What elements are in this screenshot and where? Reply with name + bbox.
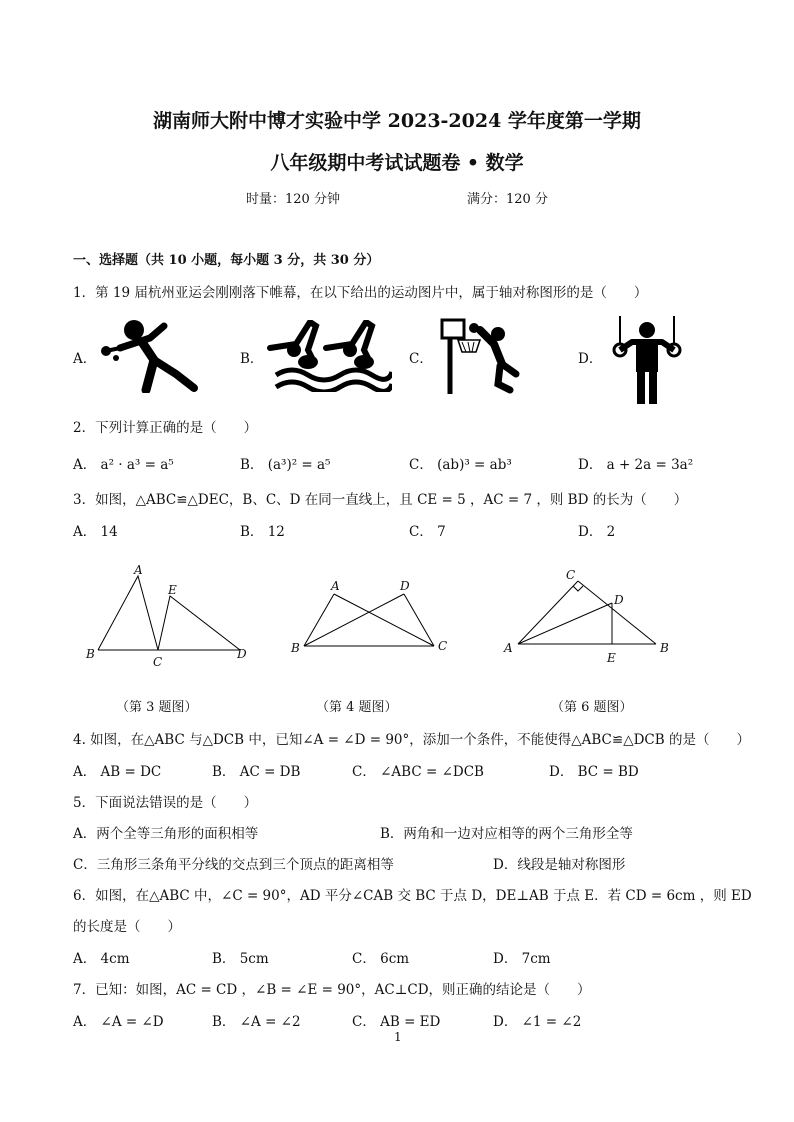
q5-option-d: D．线段是轴对称图形 <box>493 857 626 873</box>
fig3-point-d: D <box>237 647 247 661</box>
q1-option-c-label: C． <box>409 351 433 367</box>
figure-4-caption: （第 4 题图） <box>316 700 398 715</box>
q4-option-b: B． AC = DB <box>212 764 301 780</box>
fig6-point-b: B <box>660 641 669 655</box>
fig4-point-c: C <box>438 639 448 653</box>
fig6-point-a: A <box>504 641 513 655</box>
q3-option-a: A． 14 <box>73 524 118 540</box>
q5-option-b: B．两角和一边对应相等的两个三角形全等 <box>380 826 633 842</box>
q7-option-d: D． ∠1 = ∠2 <box>493 1014 582 1030</box>
q3-option-d: D． 2 <box>578 524 616 540</box>
question-6-stem-line1: 6．如图，在△ABC 中，∠C = 90°，AD 平分∠CAB 交 BC 于点 D，DE⊥AB 于点 E．若 CD = 6cm ，则 ED <box>73 888 752 904</box>
gymnast-rings-icon <box>610 314 685 406</box>
question-2-stem: 2．下列计算正确的是（ ） <box>73 420 258 436</box>
question-5-stem: 5．下面说法错误的是（ ） <box>73 795 258 811</box>
q1-option-a-label: A． <box>73 351 97 367</box>
q2-option-a: A． a² · a³ = a⁵ <box>73 457 174 473</box>
fig6-point-d: D <box>614 593 624 607</box>
synchronized-swimmers-icon <box>266 320 392 392</box>
figure-4-diagram <box>286 572 456 662</box>
q1-option-d-label: D． <box>578 351 603 367</box>
q4-option-d: D． BC = BD <box>549 764 639 780</box>
section-heading: 一、选择题（共 10 小题，每小题 3 分，共 30 分） <box>73 253 380 268</box>
figure-6-caption: （第 6 题图） <box>551 700 633 715</box>
q4-option-c: C． ∠ABC = ∠DCB <box>352 764 484 780</box>
exam-title-line2: 八年级期中考试试题卷 • 数学 <box>270 152 524 174</box>
q7-option-b: B． ∠A = ∠2 <box>212 1014 301 1030</box>
q5-option-a: A．两个全等三角形的面积相等 <box>73 826 259 842</box>
fig3-point-a: A <box>134 563 143 577</box>
question-1-stem: 1．第 19 届杭州亚运会刚刚落下帷幕，在以下给出的运动图片中，属于轴对称图形的是（ ） <box>73 285 648 301</box>
q2-option-b: B． (a³)² = a⁵ <box>240 457 331 473</box>
question-6-stem-line2: 的长度是（ ） <box>73 919 181 935</box>
figure-3-caption: （第 3 题图） <box>116 700 198 715</box>
figure-3-diagram <box>80 560 255 670</box>
fig4-point-d: D <box>400 579 410 593</box>
fig3-point-b: B <box>86 647 95 661</box>
q2-option-c: C． (ab)³ = ab³ <box>409 457 512 473</box>
q7-option-a: A． ∠A = ∠D <box>73 1014 164 1030</box>
exam-full-score: 满分：120 分 <box>467 192 548 207</box>
fig4-point-a: A <box>331 579 340 593</box>
basketball-player-icon <box>440 318 525 396</box>
table-tennis-player-icon <box>98 318 203 393</box>
q2-option-d: D． a + 2a = 3a² <box>578 457 694 473</box>
figure-6-diagram <box>500 564 680 670</box>
fig6-point-c: C <box>566 568 576 582</box>
fig6-point-e: E <box>607 651 616 665</box>
q3-option-c: C． 7 <box>409 524 446 540</box>
q3-option-b: B． 12 <box>240 524 285 540</box>
q6-option-d: D． 7cm <box>493 951 551 967</box>
question-3-stem: 3．如图，△ABC≌△DEC，B、C、D 在同一直线上，且 CE = 5 ，AC = 7 ，则 BD 的长为（ ） <box>73 492 688 508</box>
q6-option-b: B． 5cm <box>212 951 269 967</box>
question-4-stem: 4. 如图，在△ABC 与△DCB 中，已知∠A = ∠D = 90°，添加一个条件，不能使得△ABC≌△DCB 的是（ ） <box>73 732 750 748</box>
page-number: 1 <box>394 1030 402 1044</box>
question-7-stem: 7．已知：如图，AC = CD ，∠B = ∠E = 90°，AC⊥CD，则正确的结论是（ ） <box>73 982 591 998</box>
exam-time: 时量：120 分钟 <box>246 192 340 207</box>
q1-option-b-label: B． <box>240 351 264 367</box>
fig4-point-b: B <box>291 641 300 655</box>
q6-option-a: A． 4cm <box>73 951 130 967</box>
fig3-point-c: C <box>153 655 163 669</box>
q6-option-c: C． 6cm <box>352 951 410 967</box>
q5-option-c: C．三角形三条角平分线的交点到三个顶点的距离相等 <box>73 857 394 873</box>
fig3-point-e: E <box>168 583 177 597</box>
q7-option-c: C． AB = ED <box>352 1014 441 1030</box>
exam-title-line1: 湖南师大附中博才实验中学 2023-2024 学年度第一学期 <box>153 110 641 132</box>
q4-option-a: A． AB = DC <box>73 764 162 780</box>
